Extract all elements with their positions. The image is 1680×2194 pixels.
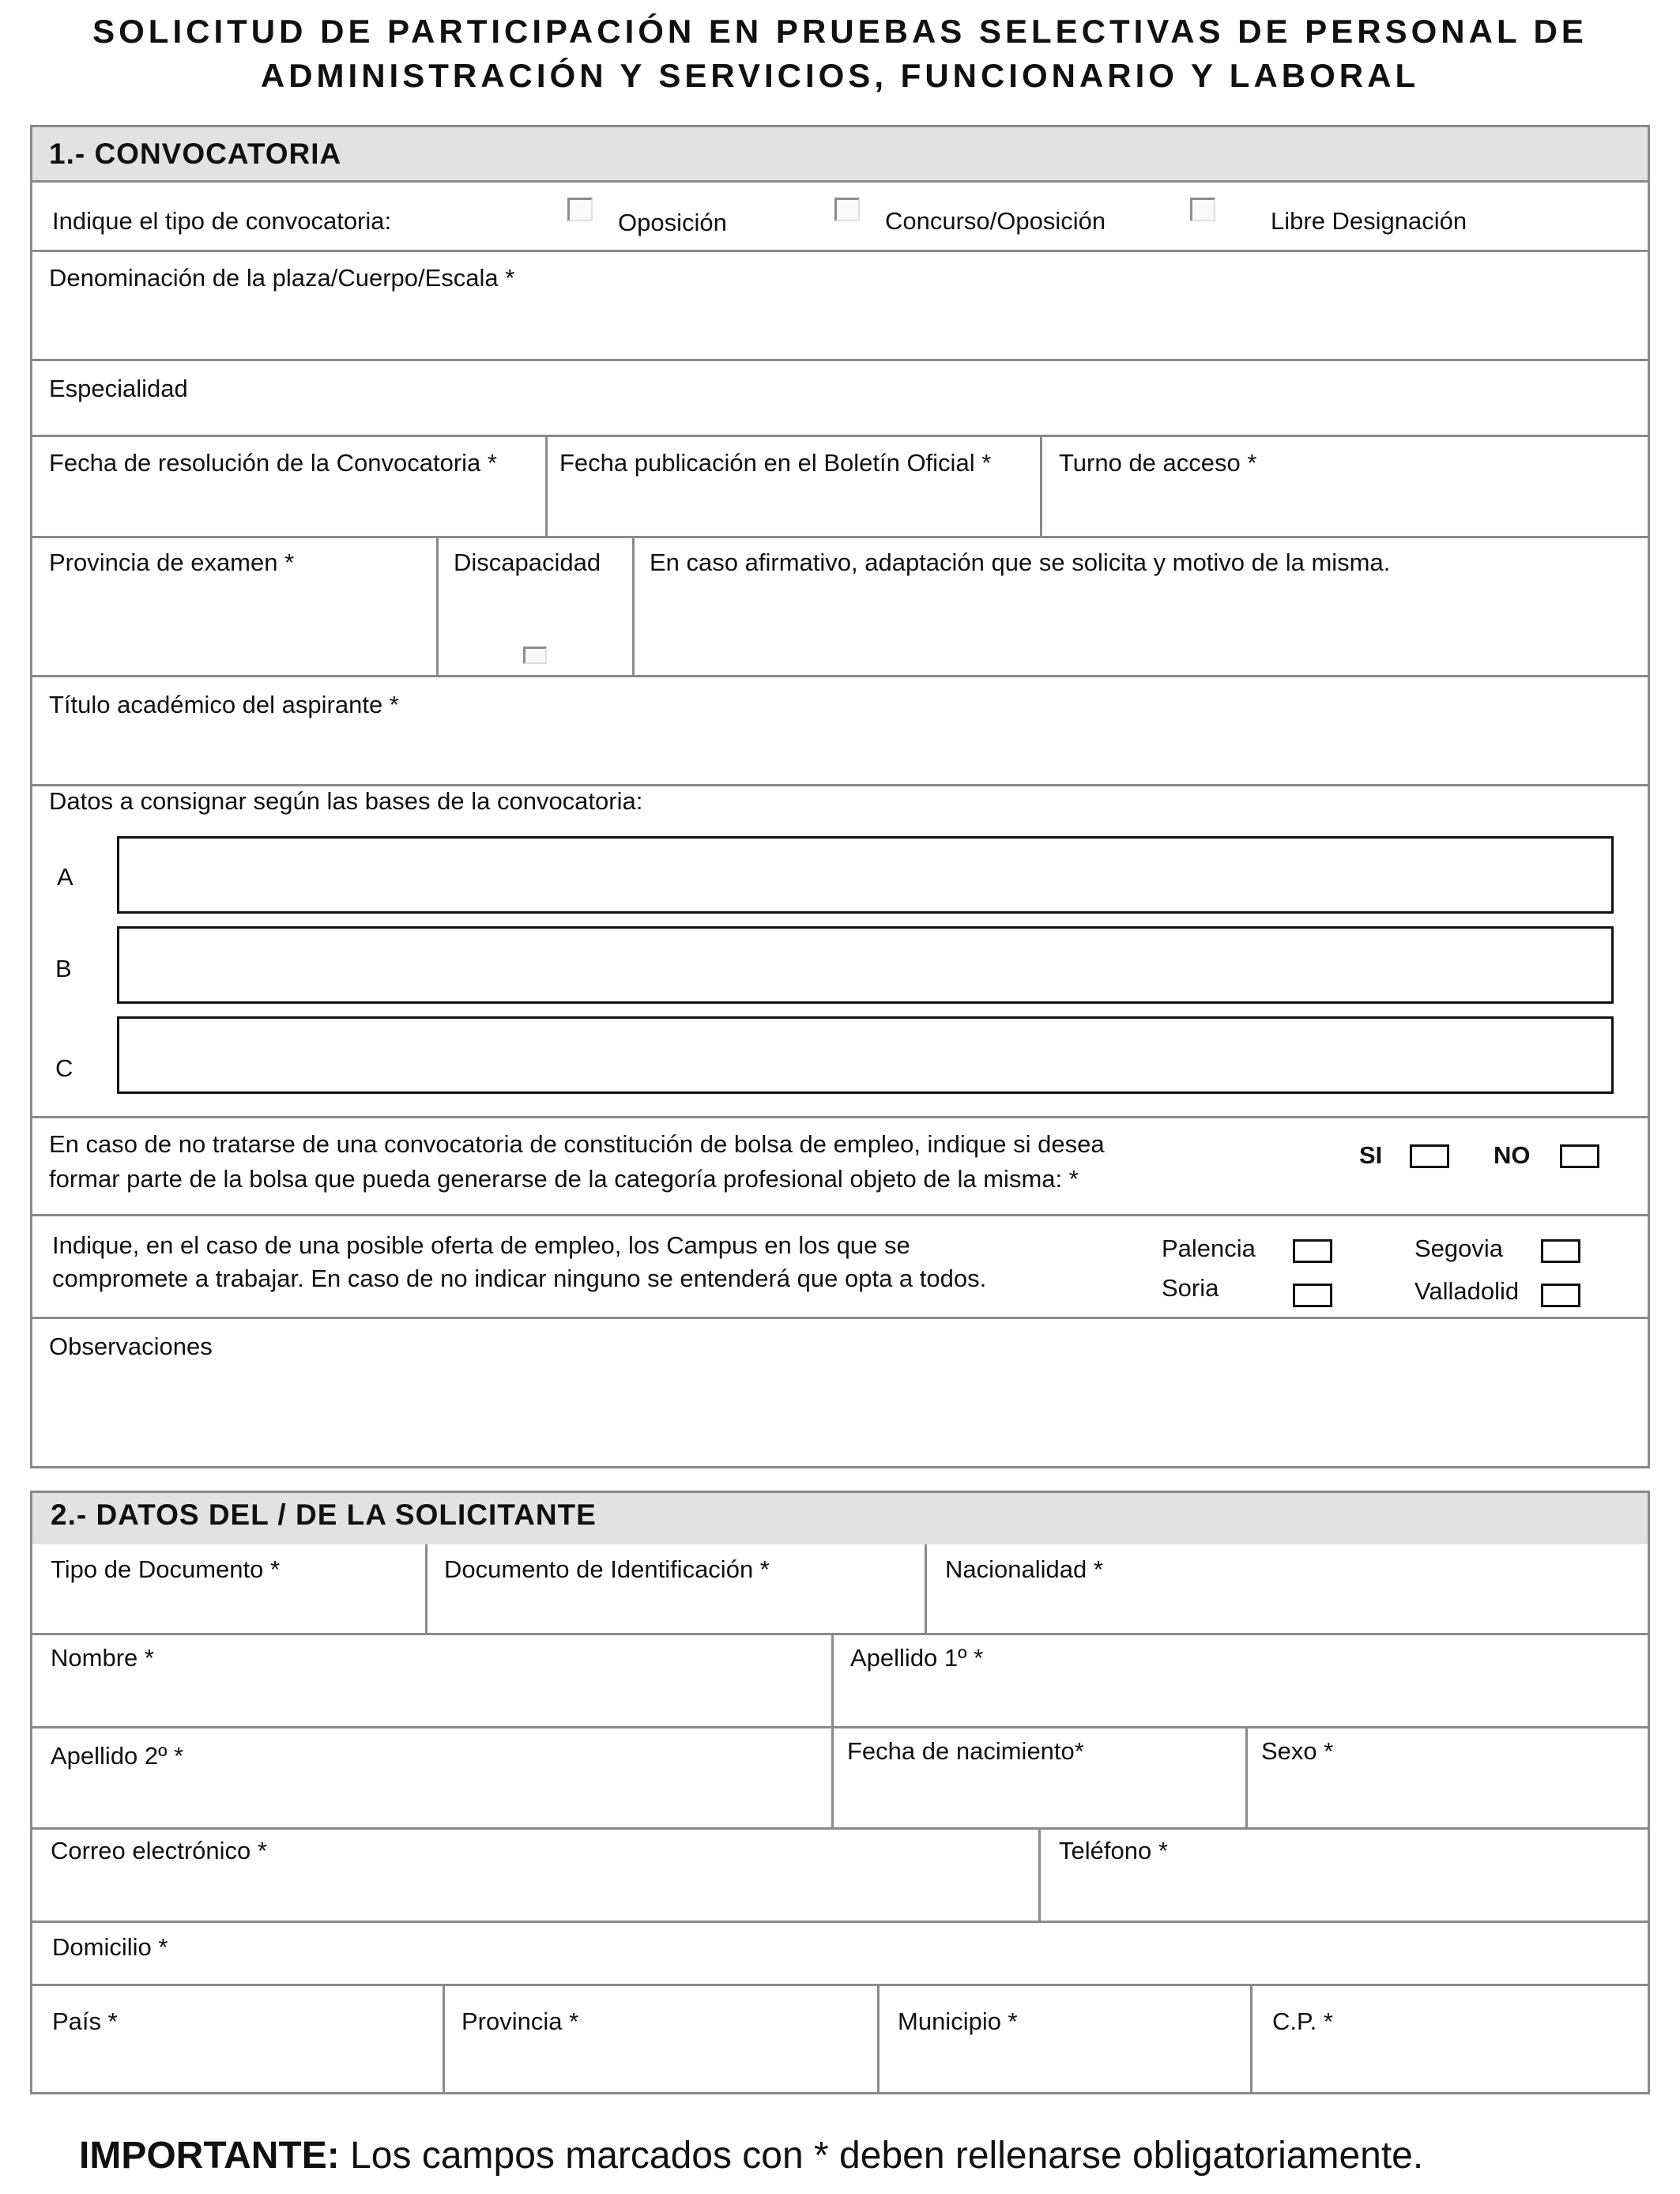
fecha-resolucion-label: Fecha de resolución de la Convocatoria *	[49, 449, 497, 477]
fecha-publicacion-field[interactable]	[548, 482, 1040, 534]
domicilio-field[interactable]	[190, 1924, 1648, 1982]
municipio-label: Municipio *	[898, 2007, 1018, 2035]
important-note	[79, 2134, 1423, 2177]
municipio-field[interactable]	[880, 2039, 1250, 2091]
libre-designacion-checkbox[interactable]	[1190, 198, 1215, 221]
fecha-resolucion-field[interactable]	[32, 482, 545, 534]
row-b-input[interactable]	[117, 926, 1614, 1004]
adaptacion-label: En caso afirmativo, adaptación que se solicita y motivo de la misma.	[650, 548, 1391, 576]
bolsa-no-checkbox[interactable]	[1560, 1144, 1599, 1168]
apellido2-label: Apellido 2º *	[51, 1742, 184, 1770]
turno-acceso-field[interactable]	[1042, 482, 1648, 534]
correo-label: Correo electrónico *	[51, 1837, 267, 1864]
turno-acceso-label: Turno de acceso *	[1059, 449, 1257, 477]
campus-segovia-label: Segovia	[1414, 1235, 1504, 1262]
tipo-convocatoria-label: Indique el tipo de convocatoria:	[52, 207, 392, 235]
libre-designacion-label: Libre Designación	[1271, 207, 1467, 235]
provincia-label: Provincia *	[461, 2007, 579, 2035]
cp-field[interactable]	[1252, 2039, 1648, 2091]
fecha-nacimiento-field[interactable]	[834, 1774, 1245, 1826]
campus-text-line2: compromete a trabajar. En caso de no indicar ninguno se entenderá que opta a todos.	[52, 1265, 987, 1292]
campus-palencia-label: Palencia	[1162, 1235, 1256, 1262]
provincia-examen-label: Provincia de examen *	[49, 548, 295, 576]
denominacion-label: Denominación de la plaza/Cuerpo/Escala *	[49, 264, 515, 292]
form-title-line1: SOLICITUD DE PARTICIPACIÓN EN PRUEBAS SELECTIVAS DE PERSONAL DE	[92, 13, 1588, 50]
apellido1-field[interactable]	[834, 1676, 1648, 1725]
campus-soria-label: Soria	[1162, 1274, 1219, 1302]
concurso-oposicion-label: Concurso/Oposición	[885, 207, 1106, 235]
apellido1-label: Apellido 1º *	[850, 1644, 984, 1672]
especialidad-label: Especialidad	[49, 375, 188, 402]
campus-segovia-checkbox[interactable]	[1541, 1239, 1580, 1263]
row-c-label: C	[55, 1054, 73, 1082]
bolsa-no-label: NO	[1494, 1141, 1531, 1169]
pais-field[interactable]	[32, 2039, 443, 2091]
domicilio-label: Domicilio *	[52, 1933, 168, 1961]
nacionalidad-label: Nacionalidad *	[945, 1555, 1103, 1583]
row-b-label: B	[55, 955, 72, 982]
nacionalidad-field[interactable]	[927, 1587, 1648, 1631]
section2-heading: 2.- DATOS DEL / DE LA SOLICITANTE	[51, 1498, 597, 1531]
provincia-field[interactable]	[445, 2039, 877, 2091]
titulo-academico-field[interactable]	[32, 722, 1648, 782]
especialidad-field[interactable]	[32, 405, 1648, 433]
form-title	[32, 9, 1648, 98]
section1-heading: 1.- CONVOCATORIA	[49, 138, 342, 170]
row-c-input[interactable]	[117, 1016, 1614, 1094]
concurso-oposicion-checkbox[interactable]	[834, 198, 860, 221]
bolsa-si-label: SI	[1359, 1141, 1383, 1169]
fecha-publicacion-label: Fecha publicación en el Boletín Oficial *	[559, 449, 992, 477]
important-text: Los campos marcados con * deben rellenarse obligatoriamente.	[339, 2135, 1424, 2177]
apellido2-field[interactable]	[32, 1774, 831, 1826]
campus-valladolid-checkbox[interactable]	[1541, 1284, 1580, 1307]
correo-field[interactable]	[32, 1868, 1038, 1919]
telefono-label: Teléfono *	[1059, 1837, 1168, 1864]
documento-identificacion-label: Documento de Identificación *	[444, 1555, 770, 1583]
form-title-line2: ADMINISTRACIÓN Y SERVICIOS, FUNCIONARIO Y LABORAL	[260, 57, 1420, 94]
fecha-nacimiento-label: Fecha de nacimiento*	[847, 1737, 1084, 1765]
oposicion-checkbox[interactable]	[567, 198, 593, 221]
tipo-documento-label: Tipo de Documento *	[51, 1555, 281, 1583]
campus-soria-checkbox[interactable]	[1293, 1284, 1332, 1307]
important-label: IMPORTANTE:	[79, 2135, 340, 2177]
bolsa-si-checkbox[interactable]	[1410, 1144, 1449, 1168]
titulo-academico-label: Título académico del aspirante *	[49, 691, 399, 718]
bolsa-text-line1: En caso de no tratarse de una convocatoria de constitución de bolsa de empleo, indique si desea	[49, 1130, 1105, 1158]
tipo-documento-field[interactable]	[32, 1587, 425, 1631]
telefono-field[interactable]	[1041, 1868, 1648, 1919]
adaptacion-field[interactable]	[635, 582, 1648, 673]
nombre-field[interactable]	[32, 1676, 831, 1725]
observaciones-label: Observaciones	[49, 1333, 213, 1360]
row-a-label: A	[57, 863, 73, 891]
campus-palencia-checkbox[interactable]	[1293, 1239, 1332, 1263]
cp-label: C.P. *	[1272, 2007, 1333, 2035]
oposicion-label: Oposición	[618, 209, 727, 236]
provincia-examen-field[interactable]	[32, 582, 436, 673]
row-a-input[interactable]	[117, 836, 1614, 914]
datos-bases-label: Datos a consignar según las bases de la convocatoria:	[49, 787, 643, 815]
campus-valladolid-label: Valladolid	[1414, 1277, 1520, 1305]
documento-identificacion-field[interactable]	[428, 1587, 925, 1631]
campus-text-line1: Indique, en el caso de una posible oferta de empleo, los Campus en los que se	[52, 1231, 910, 1259]
discapacidad-checkbox[interactable]	[523, 647, 547, 664]
pais-label: País *	[52, 2007, 118, 2035]
denominacion-field[interactable]	[32, 299, 1648, 357]
nombre-label: Nombre *	[51, 1644, 154, 1672]
sexo-label: Sexo *	[1261, 1737, 1334, 1765]
observaciones-field[interactable]	[32, 1364, 1648, 1465]
sexo-field[interactable]	[1248, 1774, 1648, 1826]
discapacidad-label: Discapacidad	[454, 548, 601, 576]
bolsa-text-line2: formar parte de la bolsa que pueda generarse de la categoría profesional objeto de la misma: *	[49, 1165, 1079, 1193]
